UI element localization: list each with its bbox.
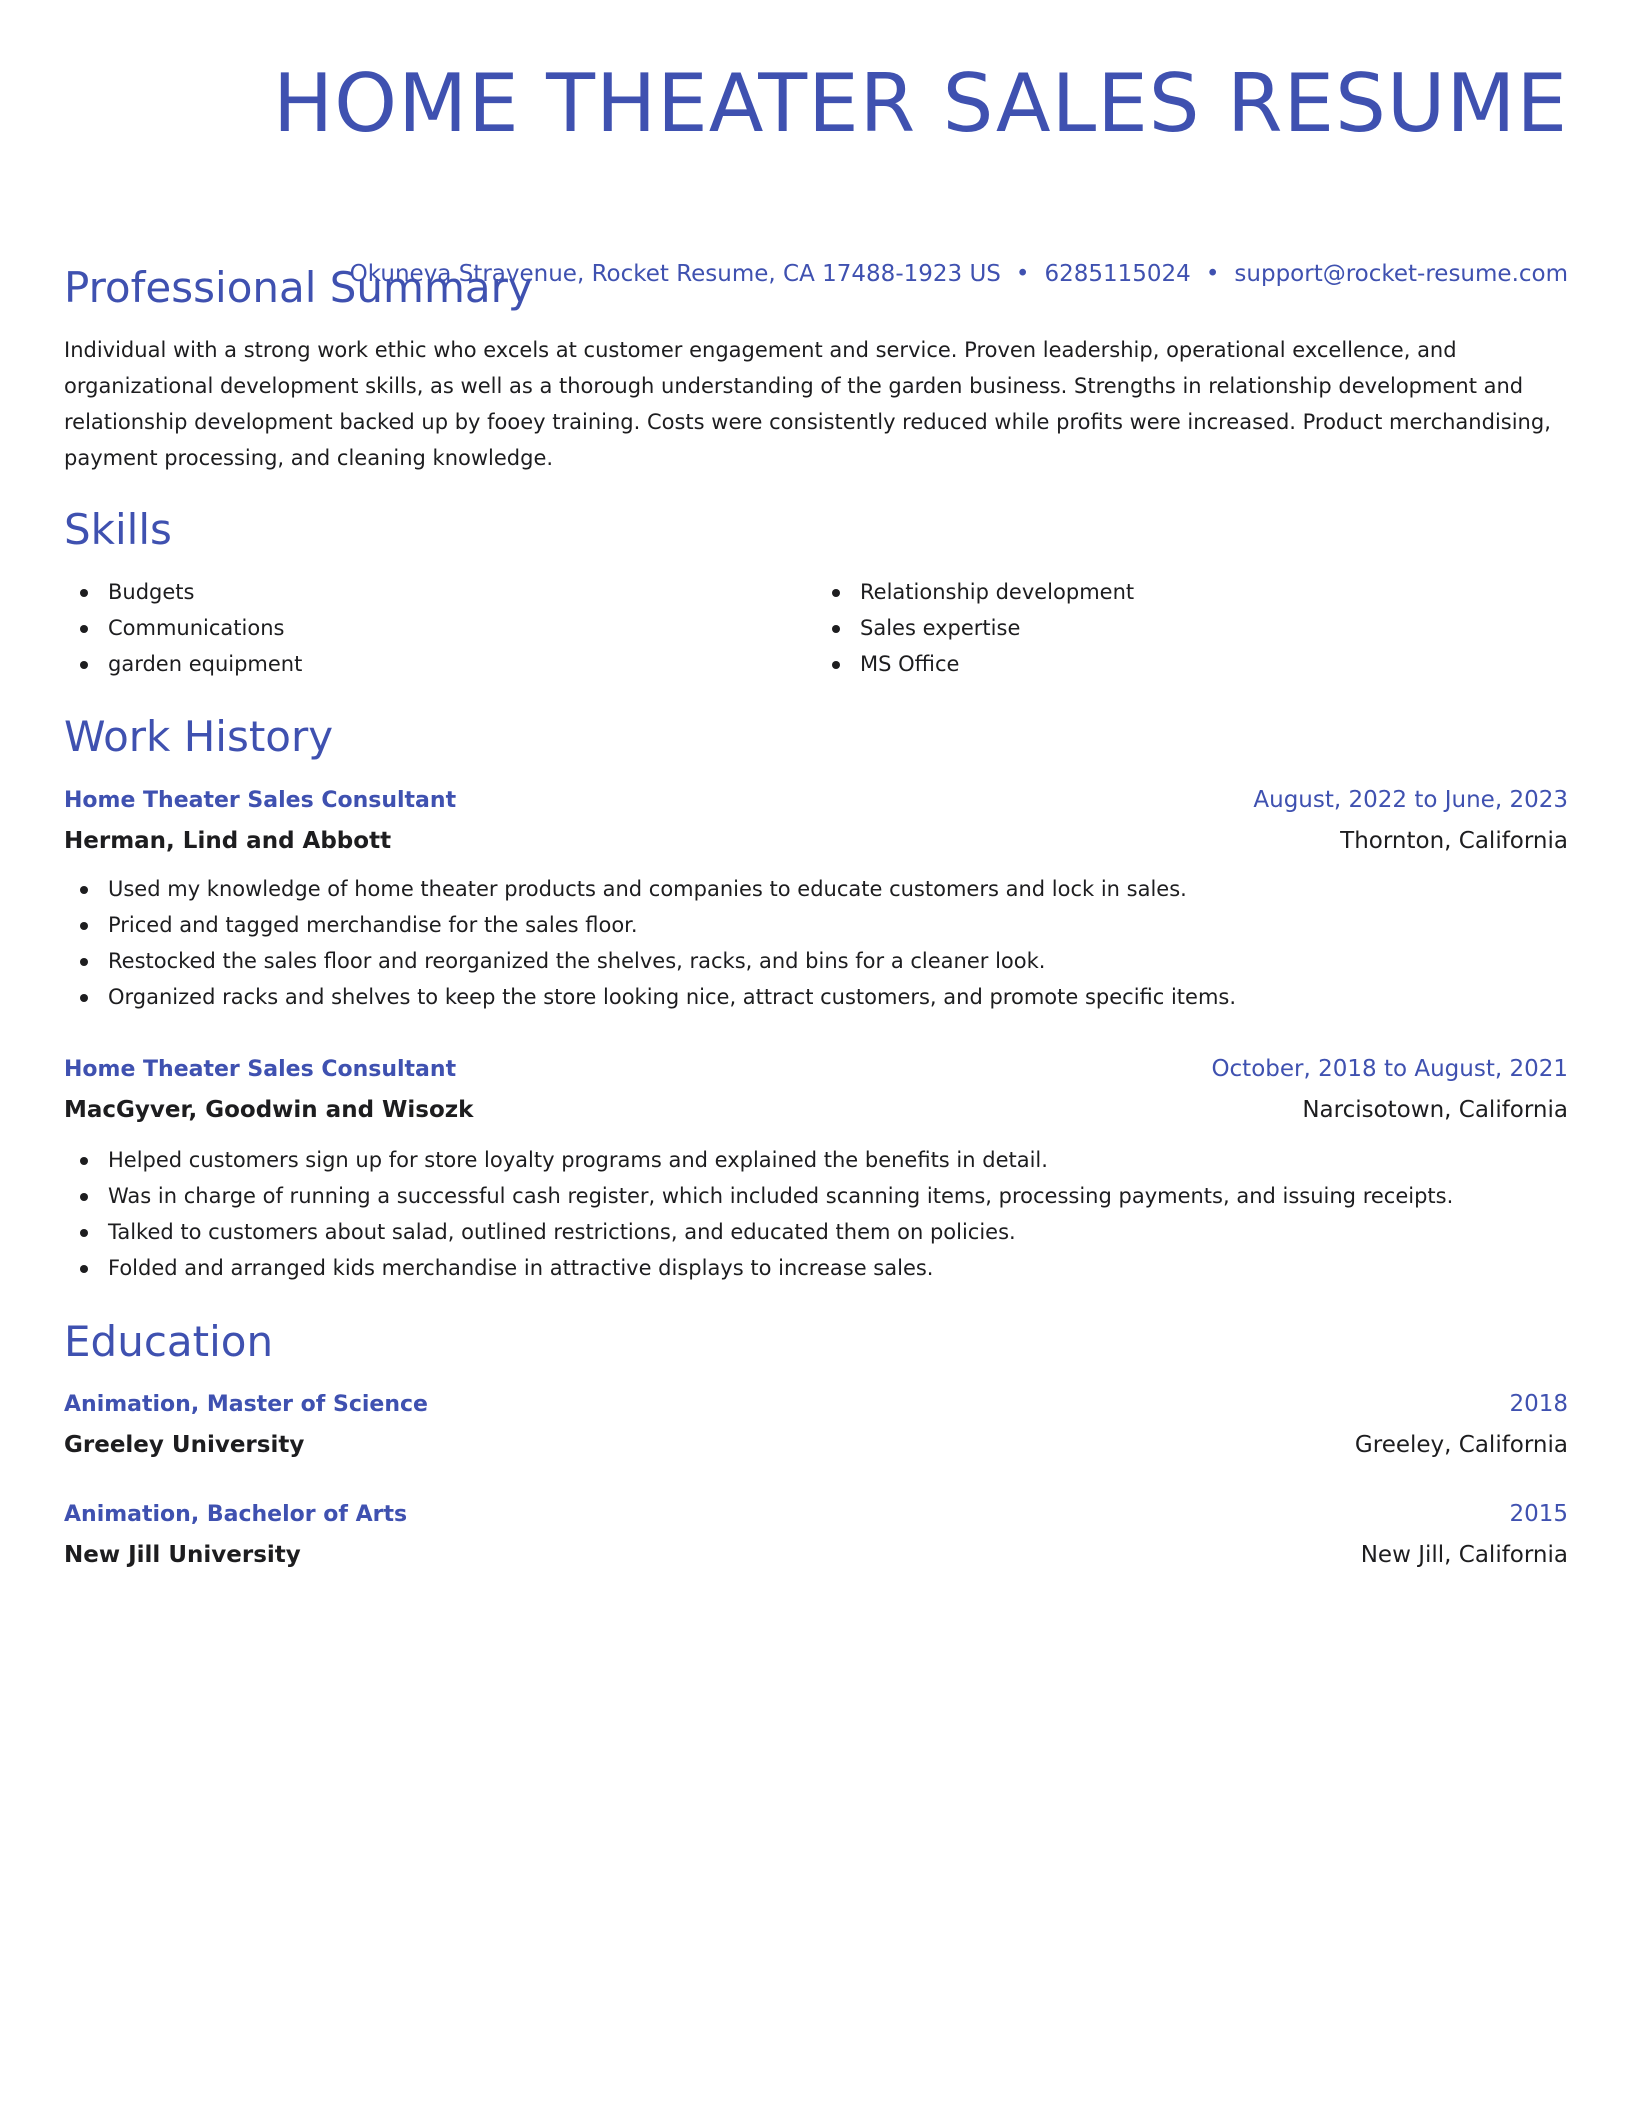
- job-entry: [64, 1049, 1568, 1286]
- job-dates: October, 2018 to August, 2021: [1211, 1056, 1568, 1082]
- resume-title: HOME THEATER SALES RESUME: [273, 57, 1568, 150]
- job-duty-item: Priced and tagged merchandise for the sales floor.: [64, 907, 1568, 943]
- contact-separator: •: [1205, 261, 1220, 287]
- education-heading: Education: [64, 1317, 274, 1366]
- job-duties: [64, 1142, 1568, 1286]
- job-duty-item: Talked to customers about salad, outlined restrictions, and educated them on policies.: [64, 1214, 1568, 1250]
- job-duty-item: Organized racks and shelves to keep the store looking nice, attract customers, and promote specific items.: [64, 979, 1568, 1015]
- graduation-year: 2015: [1509, 1501, 1568, 1527]
- skill-item: Communications: [64, 610, 816, 646]
- graduation-year: 2018: [1509, 1391, 1568, 1417]
- job-dates: August, 2022 to June, 2023: [1253, 787, 1568, 813]
- job-duty-item: Restocked the sales floor and reorganized the shelves, racks, and bins for a cleaner look.: [64, 943, 1568, 979]
- job-duty-item: Folded and arranged kids merchandise in attractive displays to increase sales.: [64, 1250, 1568, 1286]
- skills-column-left: [64, 574, 816, 682]
- contact-email-link[interactable]: support@rocket-resume.com: [1234, 261, 1568, 287]
- work-history-heading: Work History: [64, 712, 334, 761]
- school-name: Greeley University: [64, 1432, 305, 1458]
- degree: Animation, Master of Science: [64, 1392, 428, 1417]
- skill-item: Sales expertise: [816, 610, 1568, 646]
- job-duties: [64, 871, 1568, 1015]
- company-name: MacGyver, Goodwin and Wisozk: [64, 1097, 474, 1123]
- skill-item: Relationship development: [816, 574, 1568, 610]
- school-location: New Jill, California: [1360, 1542, 1568, 1568]
- job-location: Thornton, California: [1340, 828, 1568, 854]
- skills-column-right: [816, 574, 1568, 682]
- contact-separator: •: [1015, 261, 1030, 287]
- skill-item: MS Office: [816, 646, 1568, 682]
- company-name: Herman, Lind and Abbott: [64, 828, 392, 854]
- summary-text: Individual with a strong work ethic who excels at customer engagement and service. Proven leadership, operational excellence, and organizational development skills, as well as a thorough understanding of the garden business. Strengths in relationship development and relationship development backed up by fooey training. Costs were consistently reduced while profits were increased. Product merchandising, payment processing, and cleaning knowledge.: [64, 338, 1551, 470]
- education-entry: [64, 1494, 1568, 1575]
- degree: Animation, Bachelor of Arts: [64, 1502, 408, 1527]
- education-entry: [64, 1384, 1568, 1465]
- skill-item: Budgets: [64, 574, 816, 610]
- job-duty-item: Used my knowledge of home theater products and companies to educate customers and lock in sales.: [64, 871, 1568, 907]
- job-title: Home Theater Sales Consultant: [64, 1057, 457, 1082]
- skills-list: [64, 574, 1568, 682]
- job-location: Narcisotown, California: [1302, 1097, 1568, 1123]
- job-entry: [64, 780, 1568, 1015]
- skill-item: garden equipment: [64, 646, 816, 682]
- summary-heading: Professional Summary: [64, 263, 533, 312]
- school-location: Greeley, California: [1354, 1432, 1568, 1458]
- job-title: Home Theater Sales Consultant: [64, 788, 457, 813]
- job-duty-item: Helped customers sign up for store loyalty programs and explained the benefits in detail.: [64, 1142, 1568, 1178]
- job-duty-item: Was in charge of running a successful cash register, which included scanning items, processing payments, and issuing receipts.: [64, 1178, 1568, 1214]
- contact-phone: 6285115024: [1044, 261, 1191, 287]
- skills-heading: Skills: [64, 505, 172, 554]
- school-name: New Jill University: [64, 1542, 301, 1568]
- contact-address: Okuneva Stravenue, Rocket Resume, CA 17488-1923 US: [349, 261, 1001, 287]
